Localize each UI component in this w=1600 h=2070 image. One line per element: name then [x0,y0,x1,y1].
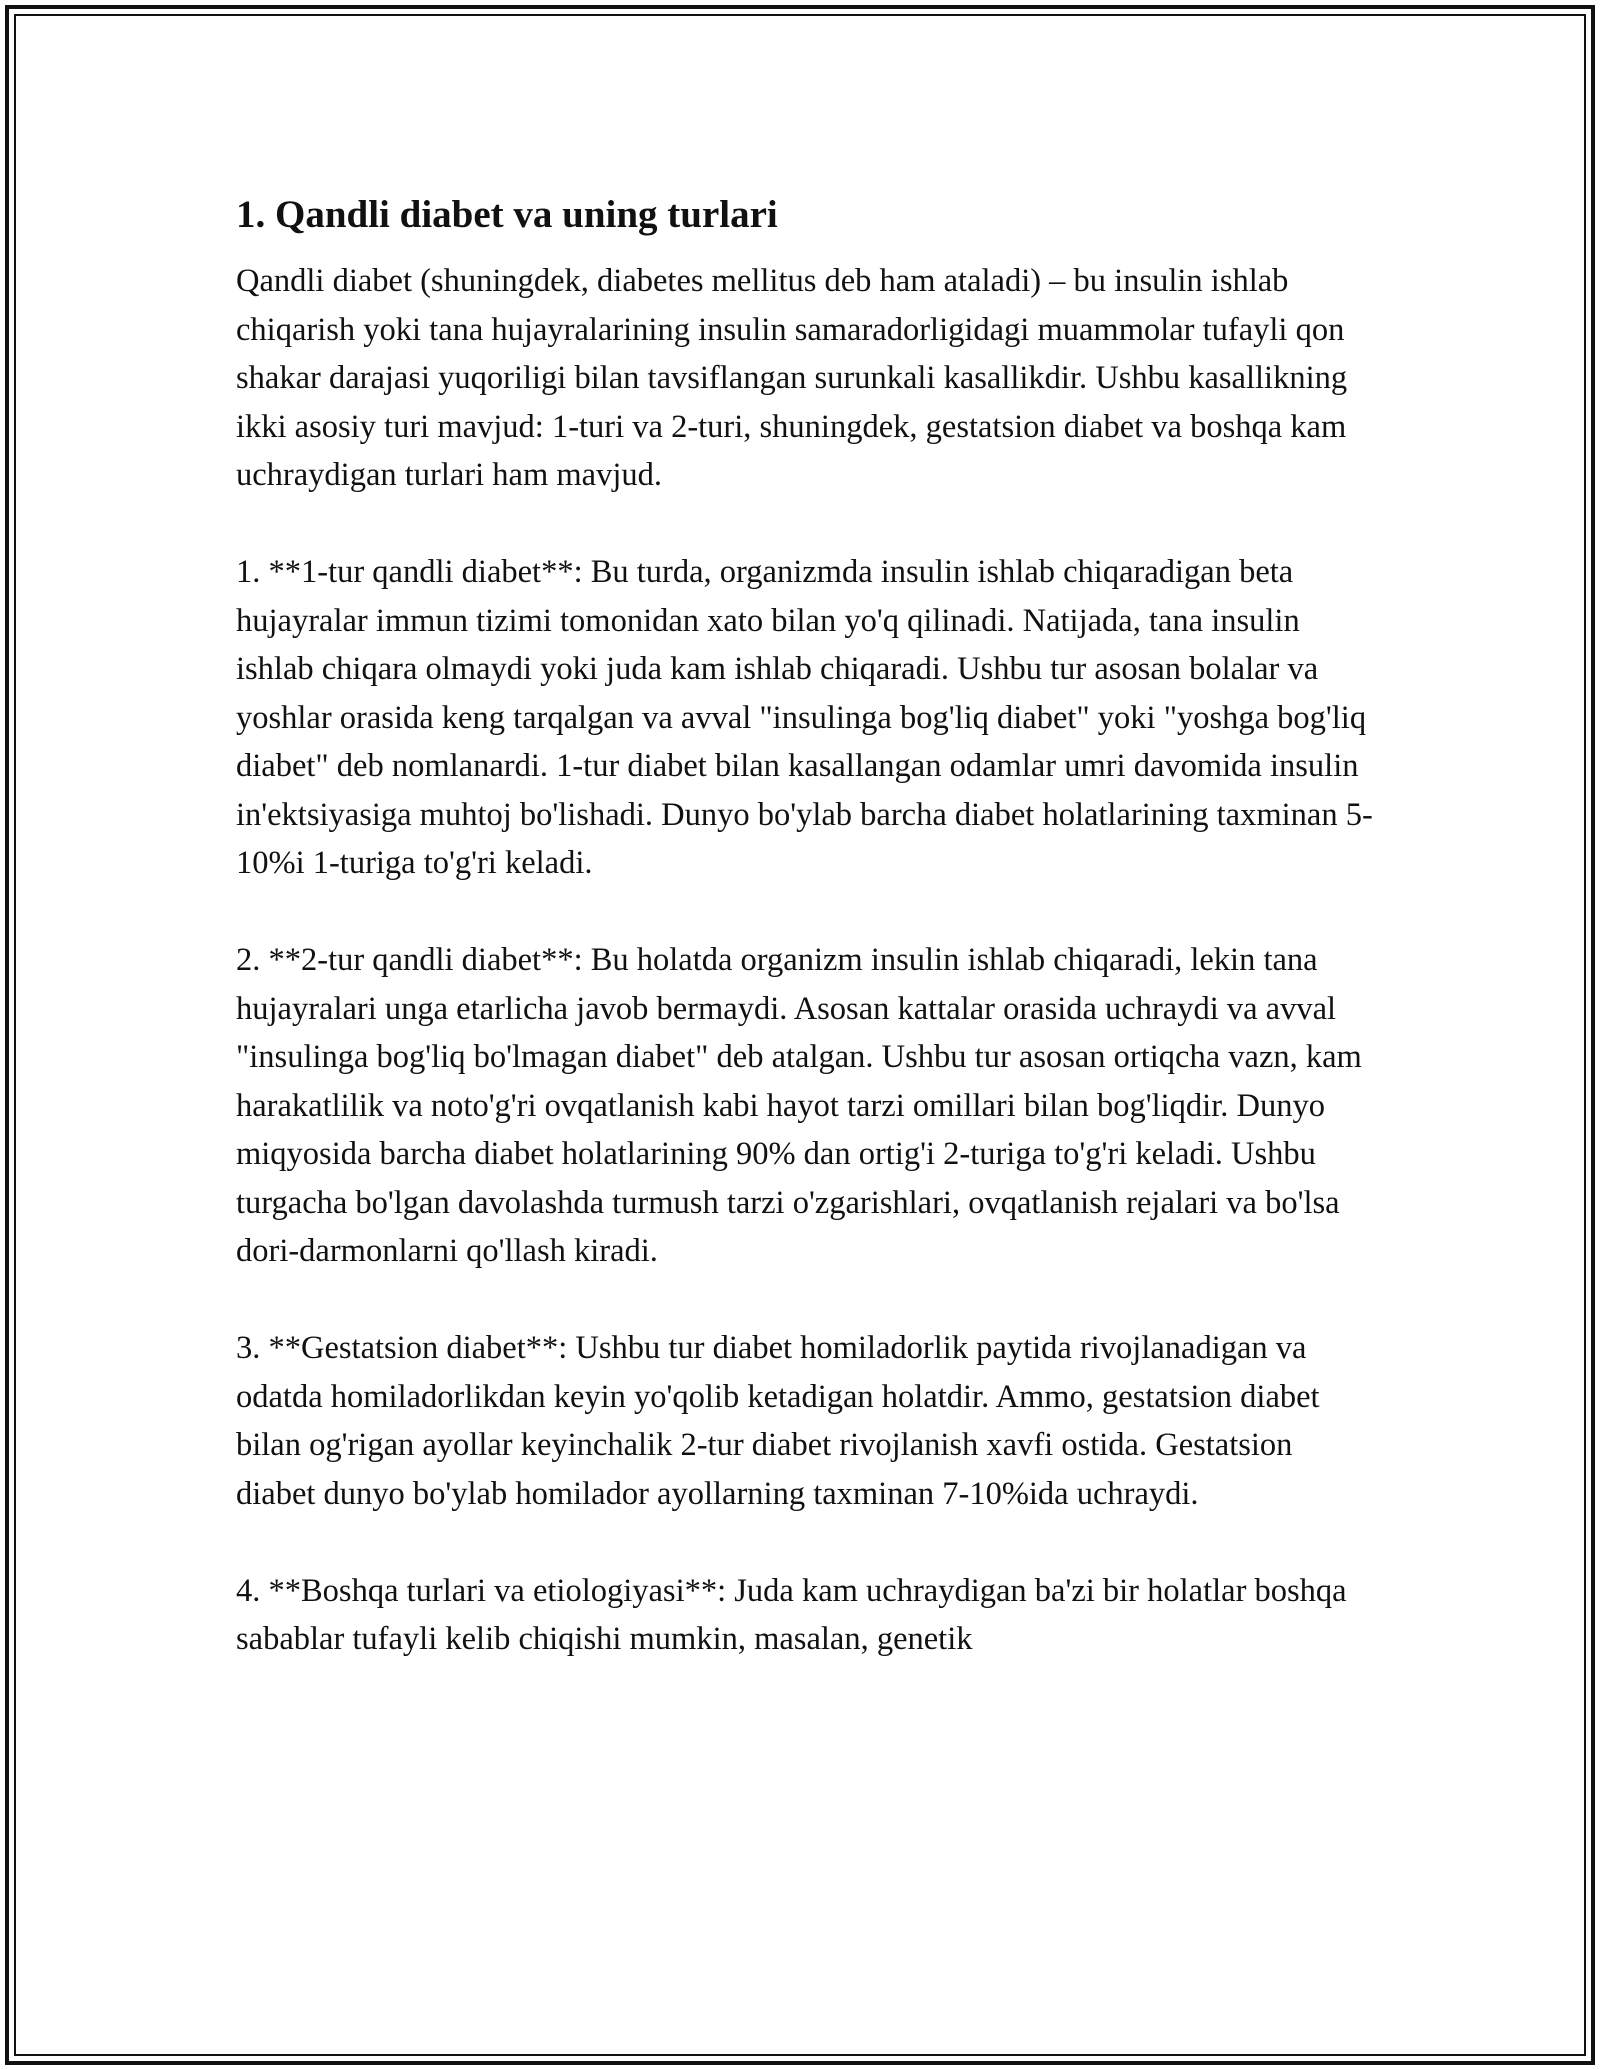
section-heading: 1. Qandli diabet va uning turlari [236,193,778,236]
gestational-paragraph: 3. **Gestatsion diabet**: Ushbu tur diabet homiladorlik paytida rivojlanadigan va odatda homiladorlikdan keyin yo'qolib ketadigan holatdir. Ammo, gestatsion diabet bilan og'rigan ayollar keyinchalik 2-tur diabet rivojlanish xavfi ostida. Gestatsion diabet dunyo bo'ylab homilador ayollarning taxminan 7-10%ida uchraydi. [236,1330,1320,1512]
type-2-paragraph: 2. **2-tur qandli diabet**: Bu holatda organizm insulin ishlab chiqaradi, lekin tana hujayralari unga etarlicha javob bermaydi. Asosan kattalar orasida uchraydi va avval "insulinga bog'liq bo'lmagan diabet" deb atalgan. Ushbu tur asosan ortiqcha vazn, kam harakatlilik va noto'g'ri ovqatlanish kabi hayot tarzi omillari bilan bog'liqdir. Dunyo miqyosida barcha diabet holatlarining 90% dan ortig'i 2-turiga to'g'ri keladi. Ushbu turgacha bo'lgan davolashda turmush tarzi o'zgarishlari, ovqatlanish rejalari va bo'lsa dori-darmonlarni qo'llash kiradi. [236,942,1362,1269]
document-body [236,183,1376,1712]
other-types-paragraph: 4. **Boshqa turlari va etiologiyasi**: Juda kam uchraydigan ba'zi bir holatlar boshqa sabablar tufayli kelib chiqishi mumkin, masalan, genetik [236,1572,1347,1657]
type-1-paragraph: 1. **1-tur qandli diabet**: Bu turda, organizmda insulin ishlab chiqaradigan beta hujayralar immun tizimi tomonidan xato bilan yo'q qilinadi. Natijada, tana insulin ishlab chiqara olmaydi yoki juda kam ishlab chiqaradi. Ushbu tur asosan bolalar va yoshlar orasida keng tarqalgan va avval "insulinga bog'liq diabet" yoki "yoshga bog'liq diabet" deb nomlanardi. 1-tur diabet bilan kasallangan odamlar umri davomida insulin in'ektsiyasiga muhtoj bo'lishadi. Dunyo bo'ylab barcha diabet holatlarining taxminan 5-10%i 1-turiga to'g'ri keladi. [236,554,1373,881]
intro-paragraph: Qandli diabet (shuningdek, diabetes mellitus deb ham ataladi) – bu insulin ishlab chiqarish yoki tana hujayralarining insulin samaradorligidagi muammolar tufayli qon shakar darajasi yuqoriligi bilan tavsiflangan surunkali kasallikdir. Ushbu kasallikning ikki asosiy turi mavjud: 1-turi va 2-turi, shuningdek, gestatsion diabet va boshqa kam uchraydigan turlari ham mavjud. [236,263,1348,493]
